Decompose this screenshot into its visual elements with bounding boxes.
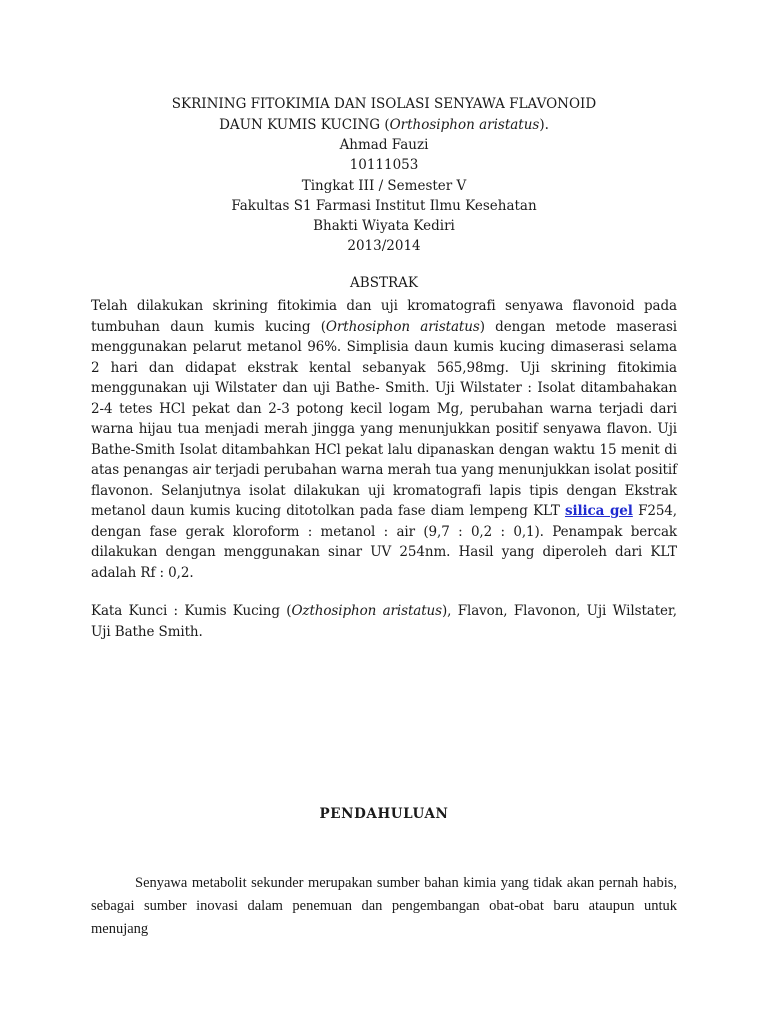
abstract-body [91, 296, 677, 583]
academic-year: 2013/2014 [347, 238, 421, 254]
keywords-text: Kata Kunci : Kumis Kucing ( [91, 603, 292, 619]
faculty: Fakultas S1 Farmasi Institut Ilmu Kesehatan [231, 198, 537, 214]
intro-paragraph [91, 872, 677, 941]
paper-title-line1: SKRINING FITOKIMIA DAN ISOLASI SENYAWA FLAVONOID [171, 96, 597, 112]
author-name: Ahmad Fauzi [339, 137, 429, 153]
abstract-text: ) dengan metode maserasi menggunakan pelarut metanol 96%. Simplisia daun kumis kucing dimaserasi selama 2 hari dan didapat ekstrak kental sebanyak 565,98mg. Uji skrining fitokimia menggunakan uji Wilstater dan uji Bathe- Smith. Uji Wilstater : Isolat ditambahakan 2-4 tetes HCl pekat dan 2-3 potong kecil logam Mg, perubahan warna terjadi dari warna hijau tua menjadi merah jingga yang menunjukkan positif senyawa flavon. Uji Bathe-Smith Isolat ditambahkan HCl pekat lalu dipanaskan dengan waktu 15 menit di atas penangas air terjadi perubahan warna merah tua yang menunjukkan isolat positif flavonon. Selanjutnya isolat dilakukan uji kromatografi lapis tipis dengan Ekstrak metanol daun kumis kucing ditotolkan pada fase diam lempeng KLT [91, 318, 677, 519]
intro-heading: PENDAHULUAN [319, 806, 449, 822]
keywords-text: ), Flavon, Flavonon, Uji Wilstater, Uji Bathe Smith. [91, 603, 677, 640]
silica-gel-link[interactable]: silica gel [564, 503, 633, 519]
title-text: DAUN KUMIS KUCING ( [219, 117, 390, 133]
keywords [91, 601, 677, 643]
student-id: 10111053 [349, 157, 419, 173]
species-name: Orthosiphon aristatus [389, 117, 540, 133]
intro-text: Senyawa metabolit sekunder merupakan sumber bahan kimia yang tidak akan pernah habis, sebagai sumber inovasi dalam penemuan dan pengembangan obat-obat baru ataupun untuk menujang [91, 875, 677, 937]
title-text: ). [539, 117, 549, 133]
species-name: Ozthosiphon aristatus [291, 603, 442, 619]
abstract-text: Telah dilakukan skrining fitokimia dan uji kromatografi senyawa flavonoid pada tumbuhan daun kumis kucing ( [91, 298, 677, 335]
abstract-heading: ABSTRAK [350, 275, 418, 291]
abstract-text: F254, dengan fase gerak kloroform : metanol : air (9,7 : 0,2 : 0,1). Penampak bercak dilakukan dengan menggunakan sinar UV 254nm. Hasil yang diperoleh dari KLT adalah Rf : 0,2. [91, 503, 677, 581]
academic-level: Tingkat III / Semester V [301, 178, 467, 194]
institution: Bhakti Wiyata Kediri [313, 218, 455, 234]
paper-title-line2 [0, 115, 768, 135]
species-name: Orthosiphon aristatus [325, 318, 480, 335]
